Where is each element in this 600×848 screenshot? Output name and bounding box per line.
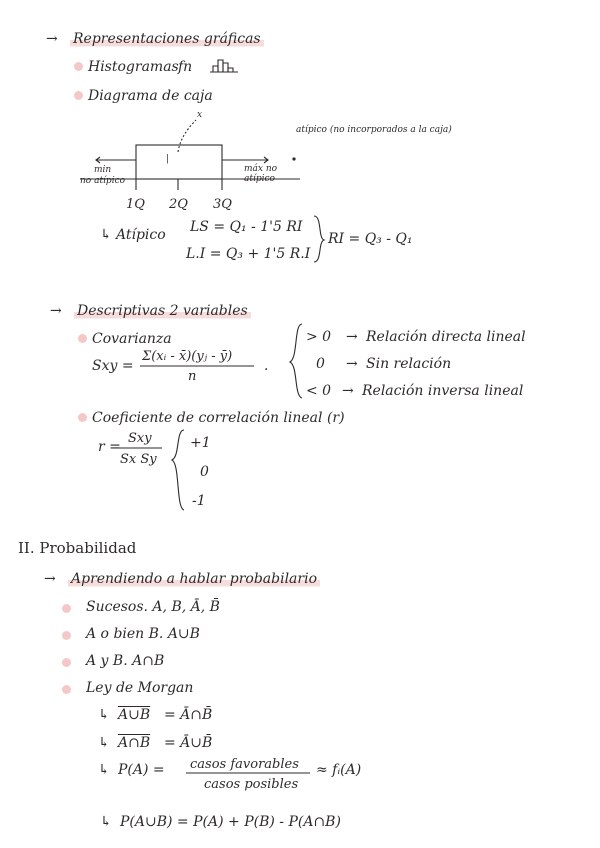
return-arrow-icon: ↳ (98, 707, 110, 723)
union-rule: P(A∪B) = P(A) + P(B) - P(A∩B) (120, 814, 341, 830)
boxplot-box (136, 145, 222, 179)
bullet-icon (62, 658, 71, 667)
arrow-icon: → (44, 571, 56, 587)
r-lhs: r = (98, 439, 121, 455)
cov-case-1-cond: > 0 (306, 329, 332, 345)
cov-case-2-cond: 0 (316, 356, 325, 372)
bullet-icon (78, 334, 87, 343)
r-value-0: 0 (200, 464, 209, 480)
outlier-dot (292, 157, 295, 160)
correlacion-label: Coeficiente de correlación lineal (r) (92, 410, 345, 426)
outlier-mark: x (197, 110, 203, 120)
bullet-icon (74, 62, 83, 71)
r-numerator: Sxy (128, 431, 152, 446)
bullet-icon (62, 631, 71, 640)
bullet-icon (78, 413, 87, 422)
min-label-2: no atípico (80, 176, 126, 186)
ri-formula: RI = Q₃ - Q₁ (328, 231, 413, 247)
laplace-lhs: P(A) = (118, 762, 165, 778)
return-arrow-icon: ↳ (98, 735, 110, 751)
arrow-icon: → (346, 356, 358, 372)
covarianza-label: Covarianza (92, 331, 172, 347)
return-arrow-icon: ↳ (98, 762, 110, 778)
heading-representaciones: Representaciones gráficas (70, 30, 264, 48)
sxy-lhs: Sxy = (92, 358, 134, 374)
r-value-minus1: -1 (192, 493, 206, 509)
bullet-icon (74, 91, 83, 100)
arrow-icon: → (46, 31, 58, 47)
cov-case-3-cond: < 0 (306, 383, 332, 399)
laplace-denominator: casos posibles (204, 777, 299, 792)
ls-formula: LS = Q₁ - 1'5 RI (190, 219, 303, 235)
q3-label: 3Q (213, 197, 232, 212)
arrow-icon: → (50, 303, 62, 319)
q1-label: 1Q (126, 197, 145, 212)
morgan-1-rhs: = Ā∩B̄ (164, 707, 213, 723)
morgan-1-lhs: A∪B (118, 707, 151, 723)
morgan-2-lhs: A∩B (118, 735, 151, 751)
item-union: A o bien B. A∪B (86, 626, 200, 642)
section-title-probabilidad: II. Probabilidad (18, 539, 137, 557)
return-arrow-icon: ↳ (100, 227, 112, 243)
q2-label: 2Q (169, 197, 188, 212)
min-label: min (94, 165, 112, 175)
cov-case-2: Sin relación (366, 356, 452, 372)
item-interseccion: A y B. A∩B (86, 653, 165, 669)
r-value-plus1: +1 (190, 435, 211, 451)
li-formula: L.I = Q₃ + 1'5 R.I (186, 246, 311, 262)
comma: . (264, 358, 269, 374)
item-histogramas: Histogramas (88, 59, 179, 75)
cov-denominator: n (188, 369, 197, 384)
atipico-label: Atípico (116, 227, 166, 243)
item-diagrama-caja: Diagrama de caja (88, 88, 213, 104)
laplace-rhs: ≈ fᵢ(A) (316, 762, 362, 778)
arrow-icon: → (346, 329, 358, 345)
cov-case-3: Relación inversa lineal (362, 383, 524, 399)
bullet-icon (62, 604, 71, 613)
cov-numerator: Σ(xᵢ - x̄)(yⱼ - ȳ) (142, 349, 233, 364)
median-mark: | (166, 154, 170, 164)
r-denominator: Sx Sy (120, 452, 157, 467)
morgan-2-rhs: = Ā∪B̄ (164, 735, 213, 751)
outlier-arrow (178, 120, 196, 152)
heading-aprendiendo: Aprendiendo a hablar probabilario (68, 570, 320, 588)
cov-case-1: Relación directa lineal (366, 329, 526, 345)
arrow-icon: → (342, 383, 354, 399)
laplace-numerator: casos favorables (190, 757, 299, 772)
item-morgan: Ley de Morgan (86, 680, 194, 696)
heading-descriptivas: Descriptivas 2 variables (74, 302, 251, 320)
item-sucesos: Sucesos. A, B, Ā, B̄ (86, 599, 220, 615)
fn-symbol: fn (178, 59, 193, 75)
bullet-icon (62, 685, 71, 694)
outlier-note: atípico (no incorporados a la caja) (296, 125, 452, 135)
return-arrow-icon: ↳ (100, 814, 112, 830)
max-label-2: atípico (244, 174, 275, 184)
max-label: máx no (244, 164, 278, 174)
